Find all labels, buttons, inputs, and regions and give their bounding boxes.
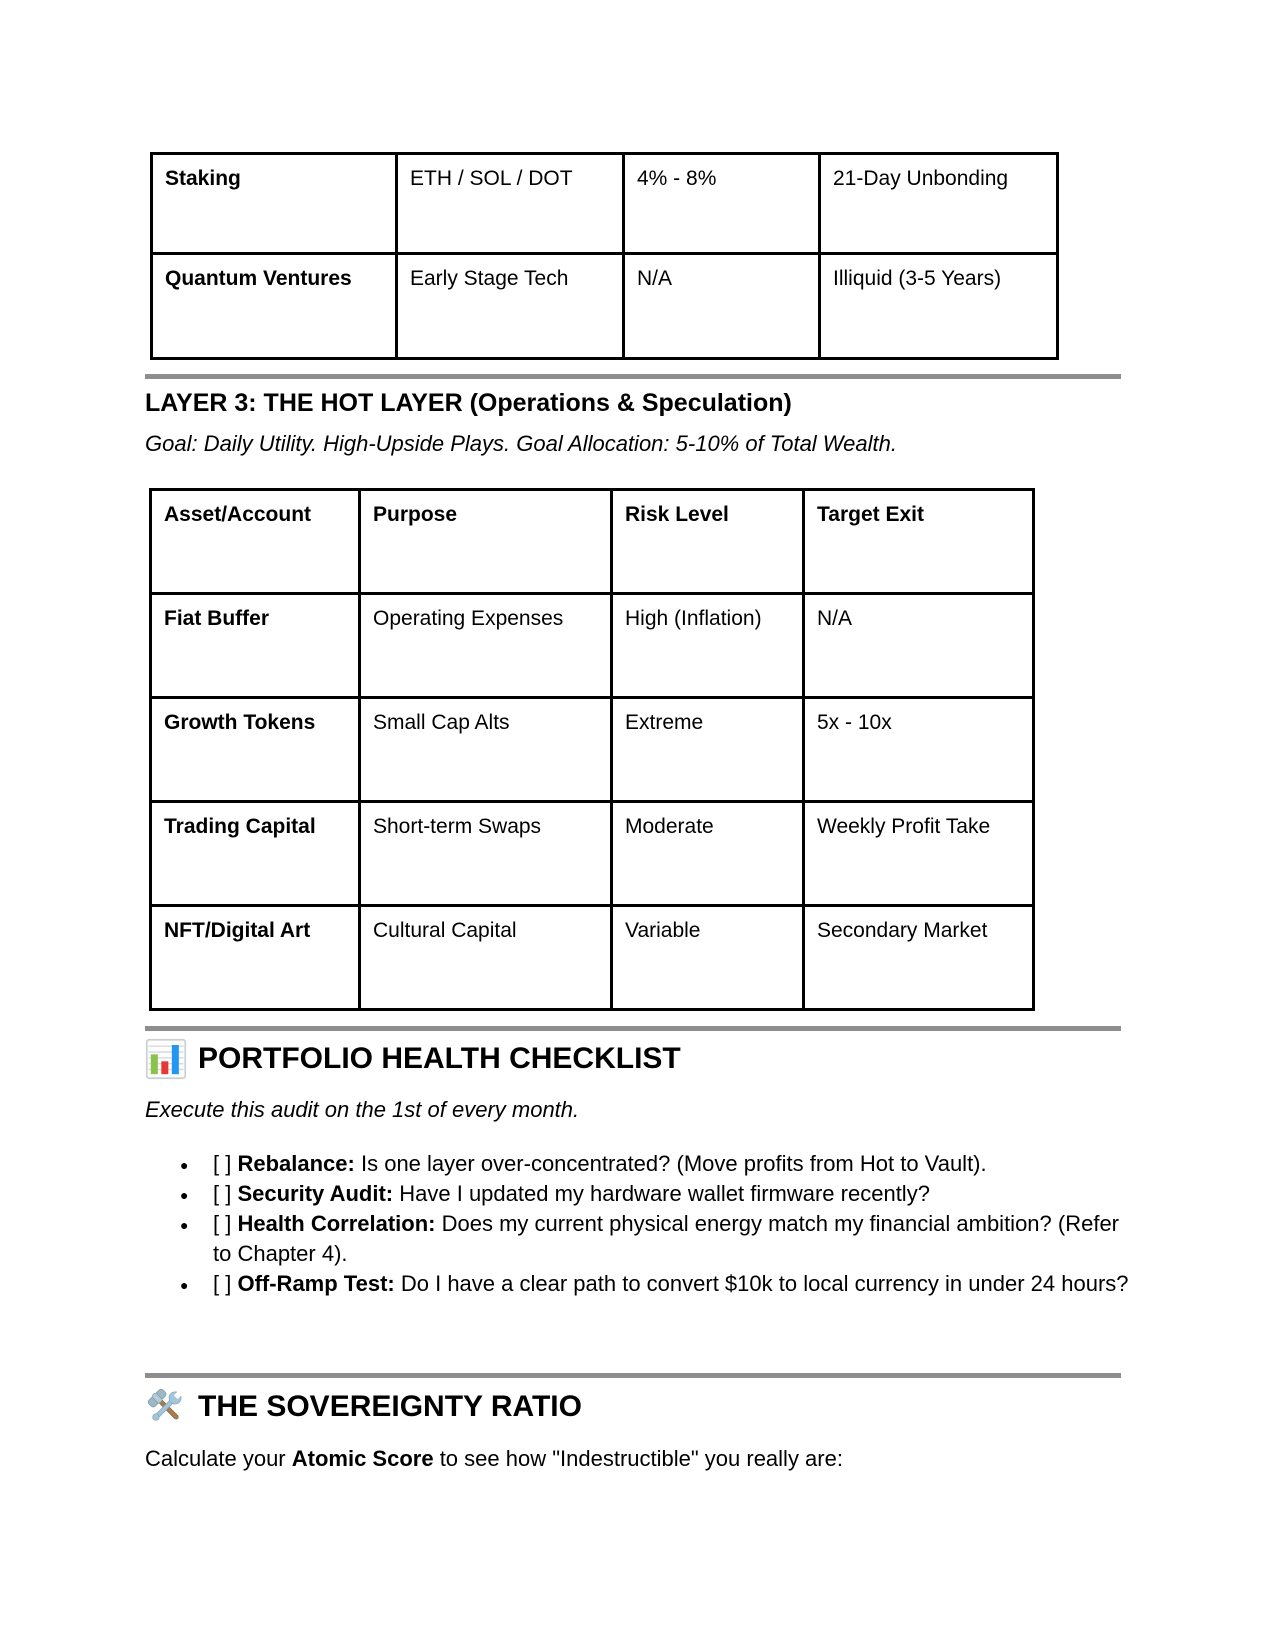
layer3-goal-line: Goal: Daily Utility. High-Upside Plays. Goal Allocation: 5-10% of Total Wealth.: [145, 431, 897, 456]
layer3-section-heading: LAYER 3: THE HOT LAYER (Operations & Speculation): [145, 389, 792, 417]
table-cell: Cultural Capital: [360, 906, 612, 1010]
table-row: [152, 254, 1058, 359]
table-cell: Weekly Profit Take: [804, 802, 1034, 906]
checklist-item: [145, 1269, 1130, 1299]
section-title: THE SOVEREIGNTY RATIO: [198, 1390, 582, 1423]
section-divider: [145, 374, 1121, 379]
section-title: PORTFOLIO HEALTH CHECKLIST: [198, 1042, 681, 1075]
bar-chart-icon: [145, 1038, 187, 1080]
checklist-item: [145, 1149, 1130, 1179]
table-cell: Early Stage Tech: [397, 254, 624, 359]
table-cell: Short-term Swaps: [360, 802, 612, 906]
hammer-wrench-icon: [145, 1386, 187, 1428]
atomic-score-label: Atomic Score: [291, 1446, 434, 1471]
table-row: [152, 154, 1058, 254]
table-cell: N/A: [624, 254, 820, 359]
table-cell: 5x - 10x: [804, 698, 1034, 802]
checklist-term: Rebalance:: [237, 1151, 355, 1176]
sovereignty-section-heading: [145, 1386, 582, 1428]
table-cell: Moderate: [612, 802, 804, 906]
table-row: [151, 698, 1034, 802]
table-header-cell: Asset/Account: [151, 490, 360, 594]
checklist-term: Security Audit:: [237, 1181, 394, 1206]
checklist-text: Have I updated my hardware wallet firmware recently?: [399, 1181, 930, 1206]
table-header-row: [151, 490, 1034, 594]
table-cell: Fiat Buffer: [151, 594, 360, 698]
table-cell: Quantum Ventures: [152, 254, 397, 359]
section-divider: [145, 1026, 1121, 1031]
checklist-item: [145, 1179, 1130, 1209]
checklist-section-heading: [145, 1038, 681, 1080]
line-suffix: to see how "Indestructible" you really are:: [433, 1446, 843, 1471]
checklist-item: [145, 1209, 1130, 1269]
table-row: [151, 594, 1034, 698]
line-prefix: Calculate your: [145, 1446, 292, 1471]
sovereignty-intro-line: [145, 1446, 843, 1472]
table-cell: Secondary Market: [804, 906, 1034, 1010]
table-cell: N/A: [804, 594, 1034, 698]
checkbox-placeholder: [ ]: [213, 1211, 232, 1236]
table-header-cell: Risk Level: [612, 490, 804, 594]
table-cell: Trading Capital: [151, 802, 360, 906]
checklist-intro-line: Execute this audit on the 1st of every month.: [145, 1097, 580, 1122]
table-cell: NFT/Digital Art: [151, 906, 360, 1010]
checkbox-placeholder: [ ]: [213, 1271, 232, 1296]
table-cell: Variable: [612, 906, 804, 1010]
table-cell: Operating Expenses: [360, 594, 612, 698]
table-cell: High (Inflation): [612, 594, 804, 698]
checklist: [145, 1149, 1130, 1299]
table-cell: Illiquid (3-5 Years): [820, 254, 1058, 359]
table-cell: 4% - 8%: [624, 154, 820, 254]
hot-layer-table: [149, 488, 1035, 1011]
table-cell: 21-Day Unbonding: [820, 154, 1058, 254]
checklist-text: Do I have a clear path to convert $10k to local currency in under 24 hours?: [400, 1271, 1129, 1296]
table-header-cell: Target Exit: [804, 490, 1034, 594]
checkbox-placeholder: [ ]: [213, 1181, 232, 1206]
checkbox-placeholder: [ ]: [213, 1151, 232, 1176]
checklist-text: Is one layer over-concentrated? (Move profits from Hot to Vault).: [360, 1151, 987, 1176]
section-divider: [145, 1373, 1121, 1378]
table-header-cell: Purpose: [360, 490, 612, 594]
table-row: [151, 906, 1034, 1010]
table-cell: Small Cap Alts: [360, 698, 612, 802]
table-cell: Growth Tokens: [151, 698, 360, 802]
checklist-text: Does my current physical energy match my financial ambition? (Refer to Chapter 4).: [213, 1211, 1120, 1266]
table-row: [151, 802, 1034, 906]
checklist-term: Off-Ramp Test:: [237, 1271, 395, 1296]
checklist-term: Health Correlation:: [237, 1211, 436, 1236]
table-cell: ETH / SOL / DOT: [397, 154, 624, 254]
table-cell: Extreme: [612, 698, 804, 802]
table-cell: Staking: [152, 154, 397, 254]
vault-layer-table: [150, 152, 1059, 360]
